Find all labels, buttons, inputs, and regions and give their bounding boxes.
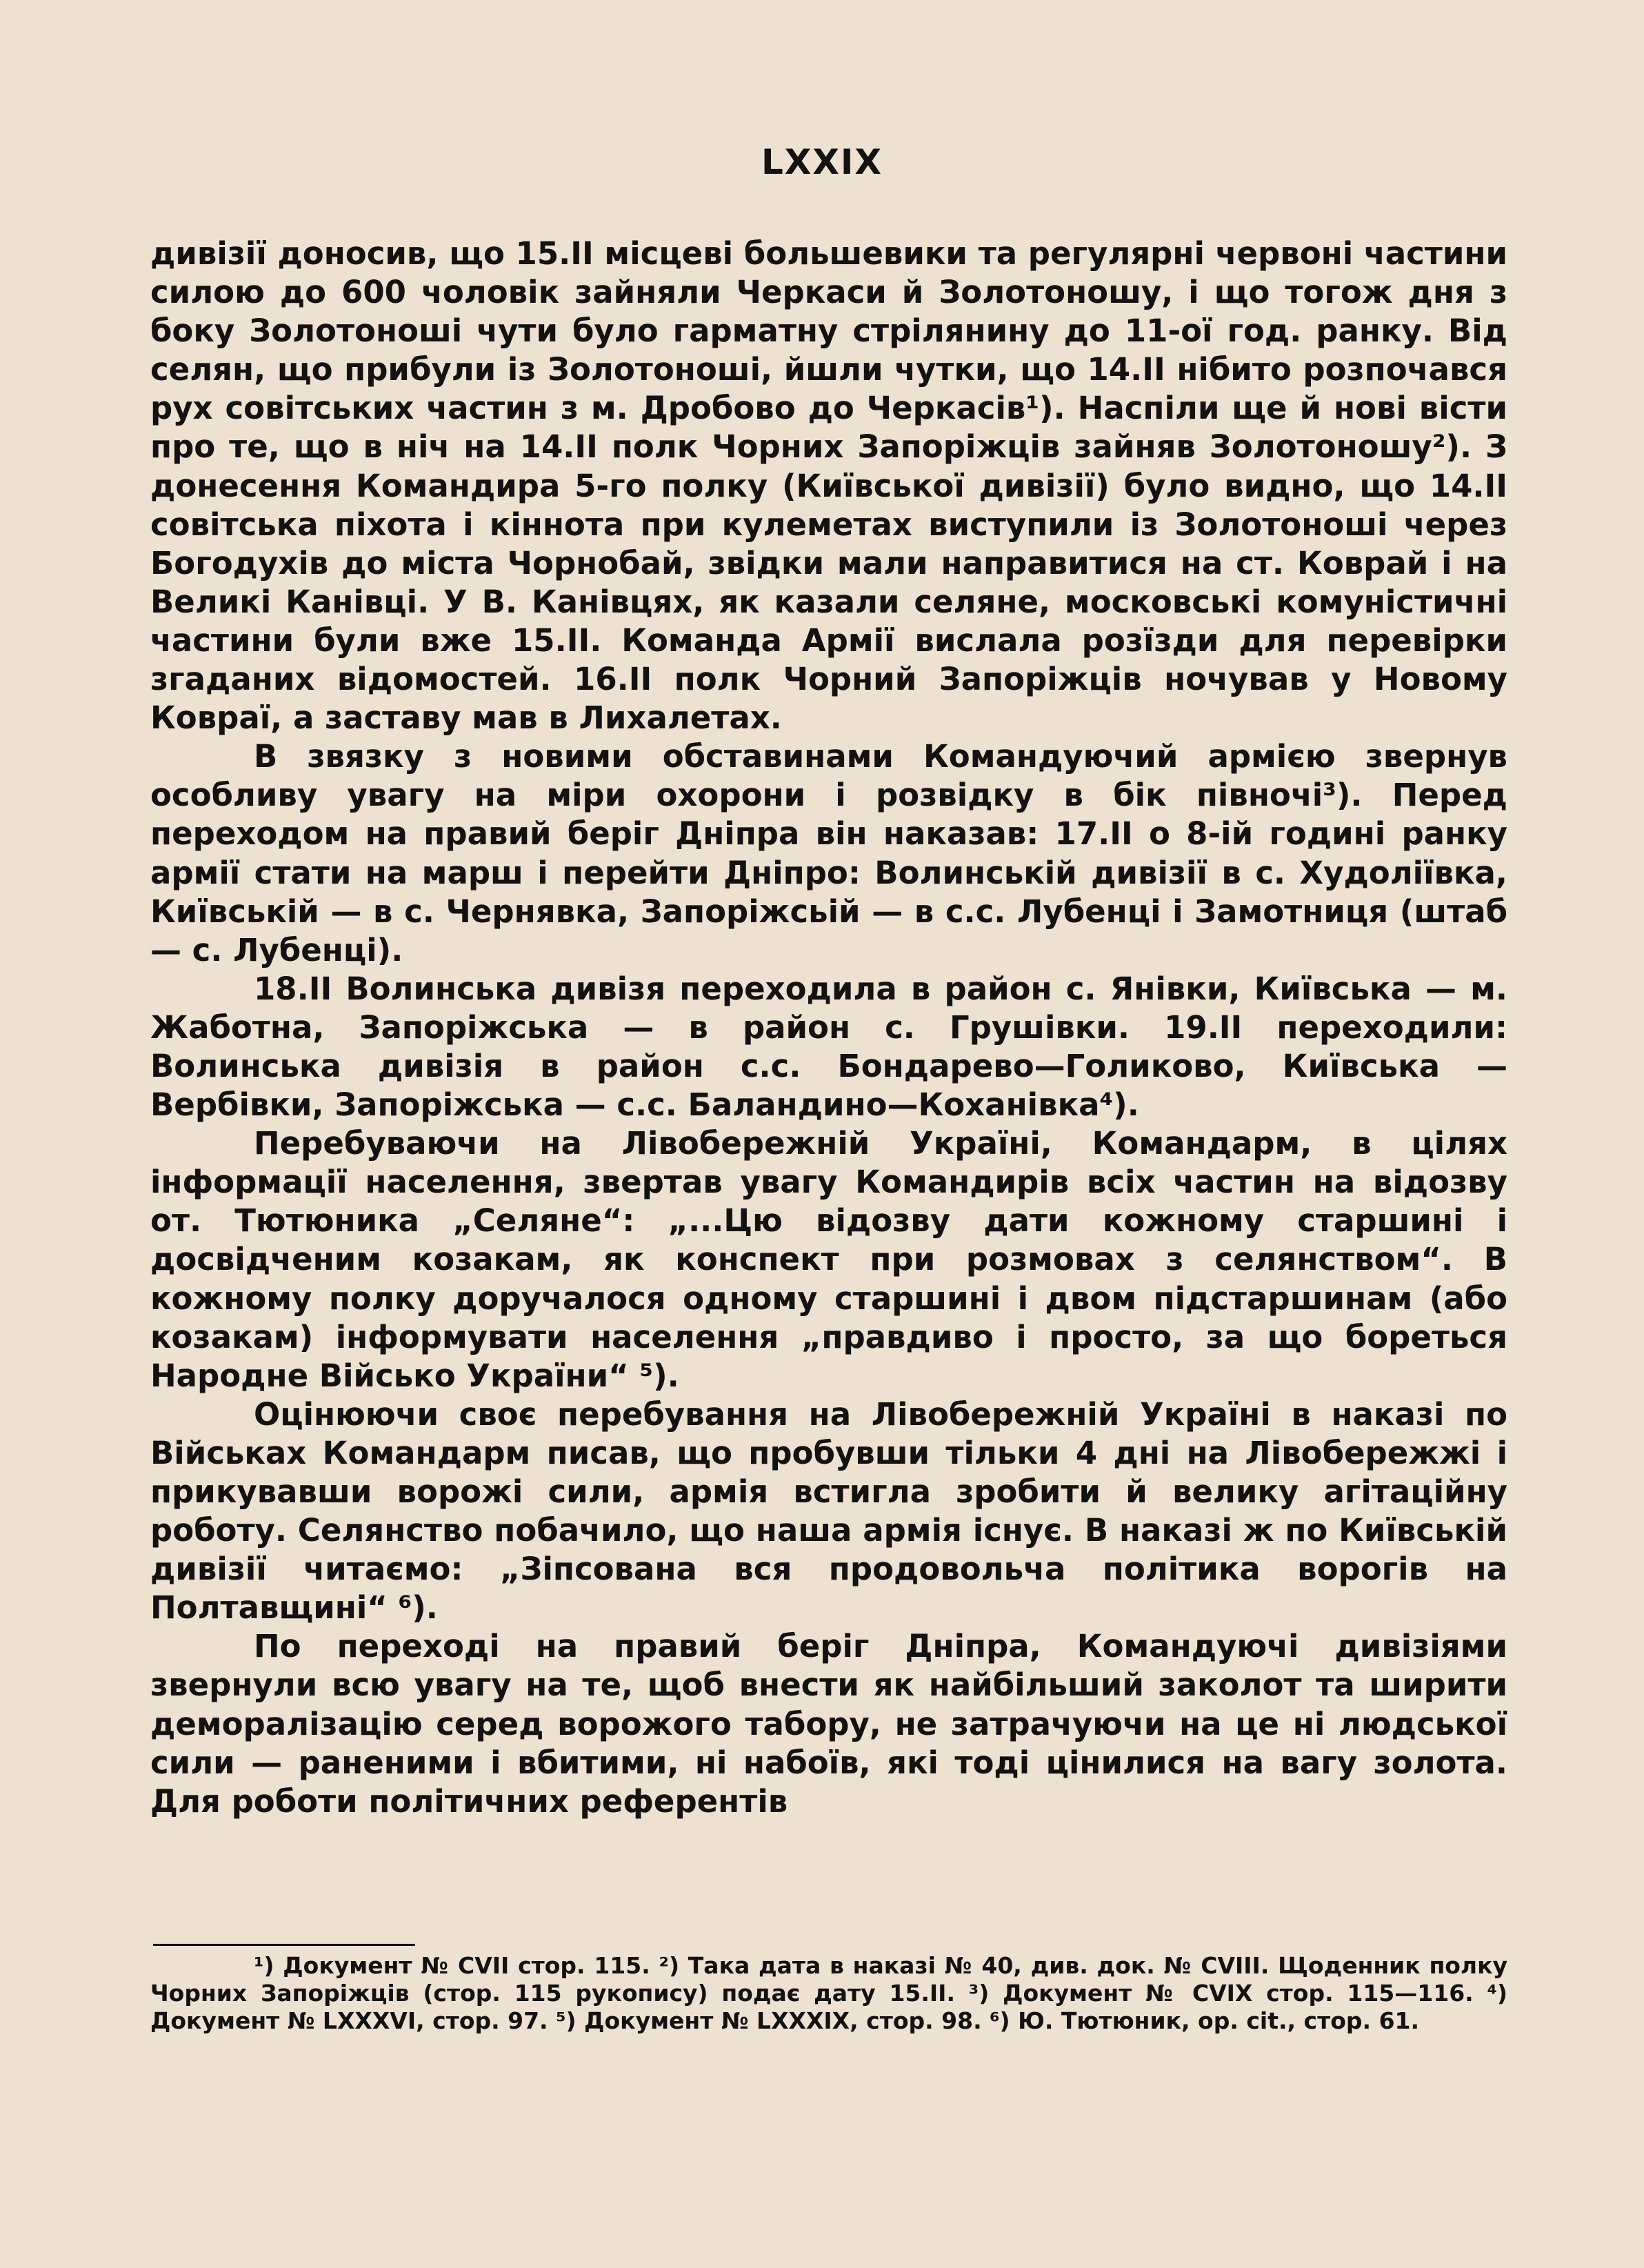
page-number: LXXIX xyxy=(761,142,883,182)
footnote-divider xyxy=(153,1944,415,1946)
main-text xyxy=(150,235,1507,1821)
paragraph-1: дивізії доносив, що 15.II місцеві большевики та регулярні червоні частини силою до 600 чоловік зайняли Черкаси й Золотоношу, і що тогож дня з боку Золотоноші чути було гарматну стрілянину до 11-ої год. ранку. Від селян, що прибули із Золотоноші, йшли чутки, що 14.II нібито розпочався рух совітських частин з м. Дробово до Черкасів¹). Наспіли ще й нові вісти про те, що в ніч на 14.II полк Чорних Запоріжців зайняв Золотоношу²). З донесення Командира 5-го полку (Київської дивізії) було видно, що 14.II совітська піхота і кіннота при кулеметах виступили із Золотоноші через Богодухів до міста Чорнобай, звідки мали направитися на ст. Коврай і на Великі Канівці. У В. Канівцях, як казали селяне, московські комуністичні частини були вже 15.II. Команда Армії вислала розїзди для перевірки згаданих відомостей. 16.II полк Чорний Запоріжців ночував у Новому Ковраї, а заставу мав в Лихалетах. xyxy=(150,235,1507,737)
footnotes xyxy=(150,1952,1507,2035)
paragraph-2: В звязку з новими обставинами Командуючий армією звернув особливу увагу на міри охорони і розвідку в бік півночі³). Перед переходом на правий беріг Дніпра він наказав: 17.II о 8-ій годині ранку армії стати на марш і перейти Дніпро: Волинській дивізії в с. Худоліївка, Київській — в с. Чернявка, Запоріжсьій — в с.с. Лубенці і Замотниця (штаб — с. Лубенці). xyxy=(150,738,1507,968)
paragraph-3: 18.II Волинська дивізя переходила в район с. Янівки, Київська — м. Жаботна, Запоріжська — в район с. Грушівки. 19.II переходили: Волинська дивізія в район с.с. Бондарево—Голиково, Київська — Вербівки, Запоріжська — с.с. Баландино—Коханівка⁴). xyxy=(150,970,1507,1124)
footnote-text: ¹) Документ № CVII стор. 115. ²) Така дата в наказі № 40, див. док. № CVIII. Щоденник полку Чорних Запоріжців (стор. 115 рукопису) подає дату 15.II. ³) Документ № CVIX стор. 115—116. ⁴) Документ № LXXXVI, стор. 97. ⁵) Документ № LXXXIX, стор. 98. ⁶) Ю. Тютюник, op. cit., стор. 61. xyxy=(150,1952,1507,2034)
paragraph-5: Оцінюючи своє перебування на Лівобережній Україні в наказі по Військах Командарм писав, що пробувши тільки 4 дні на Лівобережжі і прикувавши ворожі сили, армія встигла зробити й велику агітаційну роботу. Селянство побачило, що наша армія існує. В наказі ж по Київській дивізії читаємо: „Зіпсована вся продовольча політика ворогів на Полтавщині“ ⁶). xyxy=(150,1395,1507,1627)
paragraph-4: Перебуваючи на Лівобережній Україні, Командарм, в цілях інформації населення, звертав увагу Командирів всіх частин на відозву от. Тютюника „Селяне“: „...Цю відозву дати кожному старшині і досвідченим козакам, як конспект при розмовах з селянством“. В кожному полку доручалося одному старшині і двом підстаршинам (або козакам) інформувати населення „правдиво і просто, за що бореться Народне Військо України“ ⁵). xyxy=(150,1125,1507,1394)
paragraph-6: По переході на правий беріг Дніпра, Командуючі дивізіями звернули всю увагу на те, щоб внести як найбільший заколот та ширити деморалізацію серед ворожого табору, не затрачуючи на це ні людської сили — раненими і вбитими, ні набоїв, які тоді цінилися на вагу золота. Для роботи політичних референтів xyxy=(150,1628,1507,1820)
